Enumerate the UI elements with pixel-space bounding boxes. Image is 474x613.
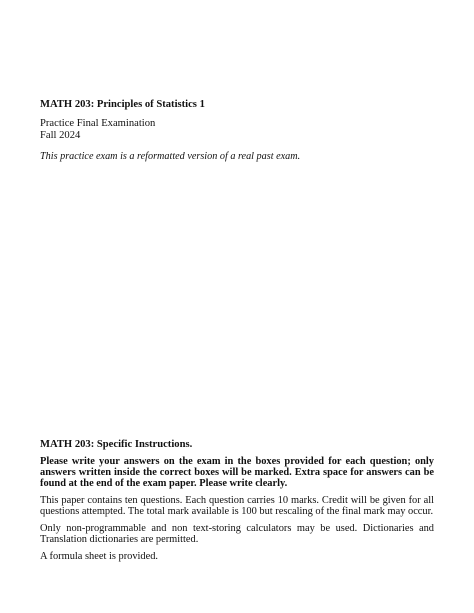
instruction-formula-sheet: A formula sheet is provided. [40,551,159,562]
instructions-title: MATH 203: Specific Instructions. [40,439,193,450]
instruction-answer-boxes: Please write your answers on the exam in the boxes provided for each question; only answers written inside the correct boxes will be marked. Extra space for answers can be found at the end of the exam paper. Please write clearly. [40,456,434,489]
exam-type: Practice Final Examination [40,118,156,129]
specific-instructions [40,438,434,562]
reformatted-note: This practice exam is a reformatted version of a real past exam. [40,151,301,162]
course-title: MATH 203: Principles of Statistics 1 [40,99,205,110]
instruction-calculators: Only non-programmable and non text-storing calculators may be used. Dictionaries and Translation dictionaries are permitted. [40,523,434,545]
exam-term: Fall 2024 [40,130,81,141]
instruction-question-count: This paper contains ten questions. Each question carries 10 marks. Credit will be given for all questions attempted. The total mark available is 100 but rescaling of the final mark may occur. [40,495,434,517]
exam-header [40,98,434,163]
